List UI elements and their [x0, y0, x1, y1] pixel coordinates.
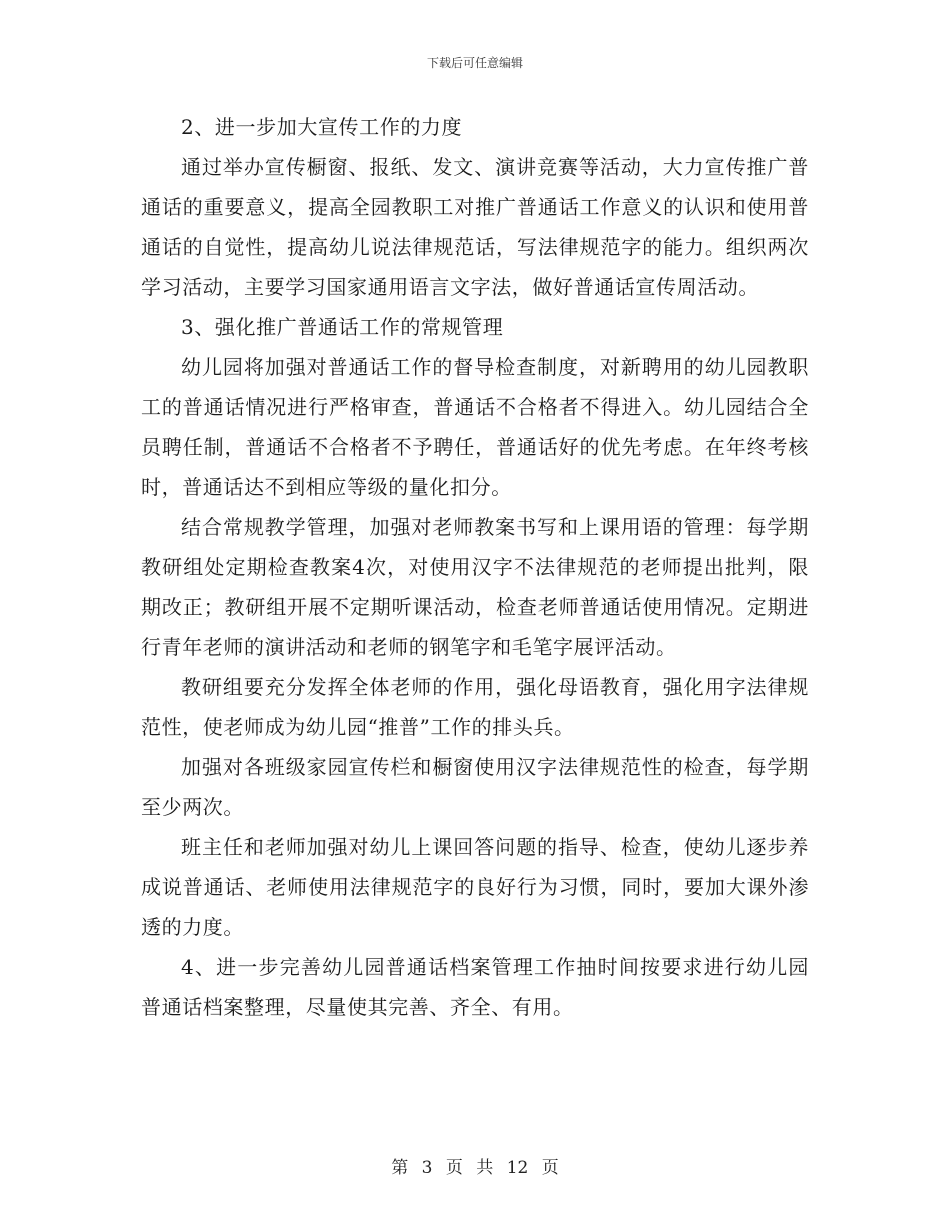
paragraph: 班主任和老师加强对幼儿上课回答问题的指导、检查，使幼儿逐步养成说普通话、老师使用法律规范字的良好行为习惯，同时，要加大课外渗透的力度。 — [141, 835, 809, 939]
paragraph: 加强对各班级家园宣传栏和橱窗使用汉字法律规范性的检查，每学期至少两次。 — [141, 755, 809, 819]
paragraph: 教研组要充分发挥全体老师的作用，强化母语教育，强化用字法律规范性，使老师成为幼儿园“推普”工作的排头兵。 — [141, 675, 809, 739]
page-header: 下载后可任意编辑 — [426, 56, 523, 70]
section-heading-4: 4、进一步完善幼儿园普通话档案管理工作抽时间按要求进行幼儿园普通话档案整理，尽量使其完善、齐全、有用。 — [141, 955, 809, 1019]
paragraph: 通过举办宣传橱窗、报纸、发文、演讲竞赛等活动，大力宣传推广普通话的重要意义，提高全园教职工对推广普通话工作意义的认识和使用普通话的自觉性，提高幼儿说法律规范话，写法律规范字的能力。组织两次学习活动，主要学习国家通用语言文字法，做好普通话宣传周活动。 — [141, 155, 809, 299]
section-heading-2: 2、进一步加大宣传工作的力度 — [181, 115, 463, 139]
paragraph: 幼儿园将加强对普通话工作的督导检查制度，对新聘用的幼儿园教职工的普通话情况进行严格审查，普通话不合格者不得进入。幼儿园结合全员聘任制，普通话不合格者不予聘任，普通话好的优先考虑。在年终考核时，普通话达不到相应等级的量化扣分。 — [141, 355, 809, 499]
paragraph: 结合常规教学管理，加强对老师教案书写和上课用语的管理：每学期教研组处定期检查教案4次，对使用汉字不法律规范的老师提出批判，限期改正；教研组开展不定期听课活动，检查老师普通话使用情况。定期进行青年老师的演讲活动和老师的钢笔字和毛笔字展评活动。 — [141, 515, 809, 659]
document-body — [141, 107, 809, 1027]
page-number: 第 3 页 共 12 页 — [391, 1158, 559, 1178]
section-heading-3: 3、强化推广普通话工作的常规管理 — [181, 315, 504, 339]
